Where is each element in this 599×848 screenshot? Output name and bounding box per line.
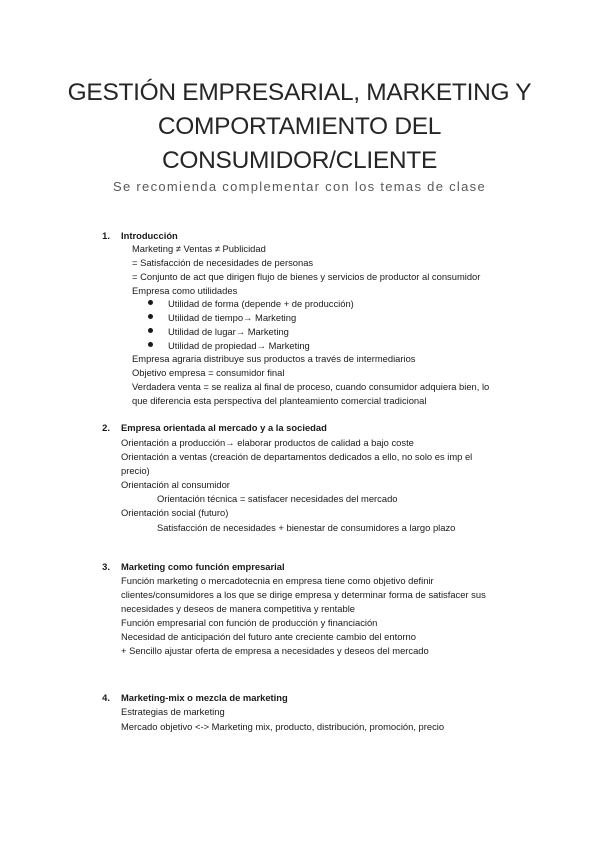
text-line: Estrategias de marketing: [121, 706, 225, 717]
section-number: 3.: [102, 561, 110, 572]
list-item: Utilidad de tiempo→ Marketing: [168, 312, 297, 323]
section-heading: Marketing-mix o mezcla de marketing: [121, 692, 288, 703]
text-line: = Satisfacción de necesidades de personas: [132, 257, 314, 268]
text-line: Orientación al consumidor: [121, 479, 230, 490]
bullet-icon: [148, 328, 153, 333]
text-line: Función empresarial con función de producción y financiación: [121, 617, 378, 628]
text-line: Satisfacción de necesidades + bienestar de consumidores a largo plazo: [157, 522, 456, 533]
text-line: Empresa agraria distribuye sus productos a través de intermediarios: [132, 353, 416, 364]
section-number: 4.: [102, 692, 110, 703]
section-number: 1.: [102, 230, 110, 241]
text-line: + Sencillo ajustar oferta de empresa a necesidades y deseos del mercado: [121, 645, 429, 656]
text-line: Función marketing o mercadotecnia en empresa tiene como objetivo definir: [121, 575, 434, 586]
text-line: = Conjunto de act que dirigen flujo de bienes y servicios de productor al consumidor: [132, 271, 481, 282]
text-line: Verdadera venta = se realiza al final de proceso, cuando consumidor adquiera bien, lo: [132, 381, 490, 392]
text-line: Orientación social (futuro): [121, 507, 229, 518]
text-line: necesidades y deseos de manera competitiva y rentable: [121, 603, 355, 614]
text-line: Marketing ≠ Ventas ≠ Publicidad: [132, 243, 266, 254]
text-line: Orientación a producción→ elaborar productos de calidad a bajo coste: [121, 437, 414, 448]
section-heading: Marketing como función empresarial: [121, 561, 285, 572]
text-line: Objetivo empresa = consumidor final: [132, 367, 285, 378]
bullet-icon: [148, 342, 153, 347]
text-line: Orientación técnica = satisfacer necesidades del mercado: [157, 493, 398, 504]
text-line: Empresa como utilidades: [132, 285, 238, 296]
section-heading: Empresa orientada al mercado y a la sociedad: [121, 422, 327, 433]
section-number: 2.: [102, 422, 110, 433]
text-line: precio): [121, 465, 150, 476]
document-subtitle: Se recomienda complementar con los temas de clase: [113, 179, 486, 194]
title-line-1: GESTIÓN EMPRESARIAL, MARKETING Y: [67, 79, 532, 106]
text-line: que diferencia esta perspectiva del planteamiento comercial tradicional: [132, 395, 427, 406]
text-line: Necesidad de anticipación del futuro ante creciente cambio del entorno: [121, 631, 416, 642]
section-heading: Introducción: [121, 230, 178, 241]
list-item: Utilidad de propiedad→ Marketing: [168, 340, 310, 351]
text-line: Orientación a ventas (creación de departamentos dedicados a ello, no solo es imp el: [121, 451, 473, 462]
text-line: Mercado objetivo <-> Marketing mix, producto, distribución, promoción, precio: [121, 721, 445, 732]
list-item: Utilidad de forma (depende + de producción): [168, 298, 354, 309]
bullet-icon: [148, 300, 153, 305]
list-item: Utilidad de lugar→ Marketing: [168, 326, 289, 337]
title-line-2: COMPORTAMIENTO DEL: [157, 113, 442, 140]
text-line: clientes/consumidores a los que se dirige empresa y determinar forma de satisfacer sus: [121, 589, 486, 600]
document-title: [40, 76, 559, 178]
title-line-3: CONSUMIDOR/CLIENTE: [161, 147, 437, 174]
bullet-icon: [148, 314, 153, 319]
